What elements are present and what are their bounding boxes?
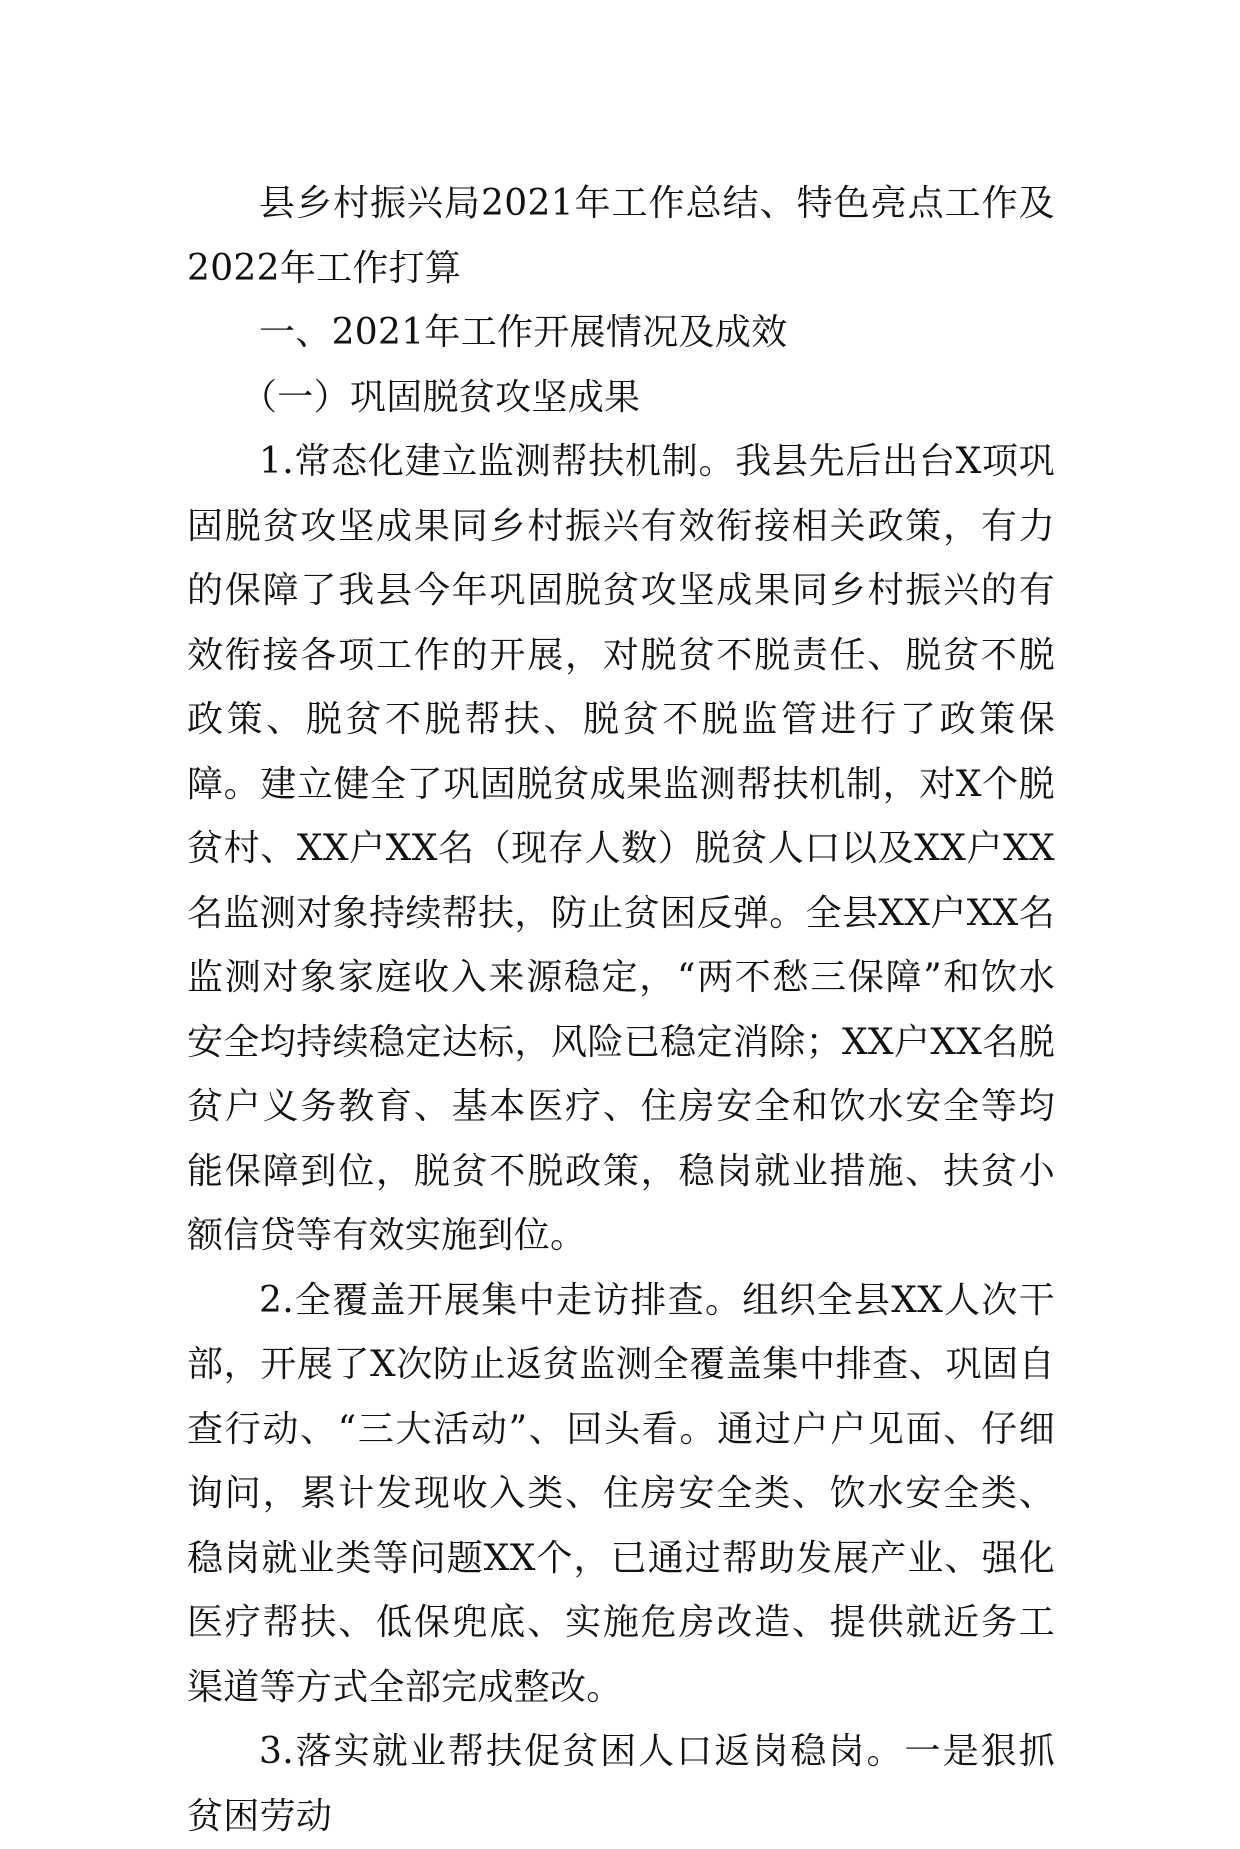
paragraph-employment-support: 3.落实就业帮扶促贫困人口返岗稳岗。一是狠抓贫困劳动 — [187, 1731, 1055, 1837]
subsection-heading: （一）巩固脱贫攻坚成果 — [241, 376, 641, 418]
document-page — [187, 172, 1055, 1837]
paragraph-visit-inspection: 2.全覆盖开展集中走访排查。组织全县XX人次干部，开展了X次防止返贫监测全覆盖集中排查、巩固自查行动、“三大活动”、回头看。通过户户见面、仔细询问，累计发现收入类、住房安全类、饮水安全类、稳岗就业类等问题XX个，已通过帮助发展产业、强化医疗帮扶、低保兜底、实施危房改造、提供就近务工渠道等方式全部完成整改。 — [187, 1279, 1055, 1708]
paragraph-monitoring-mechanism: 1.常态化建立监测帮扶机制。我县先后出台X项巩固脱贫攻坚成果同乡村振兴有效衔接相关政策，有力的保障了我县今年巩固脱贫攻坚成果同乡村振兴的有效衔接各项工作的开展，对脱贫不脱责任、脱贫不脱政策、脱贫不脱帮扶、脱贫不脱监管进行了政策保障。建立健全了巩固脱贫成果监测帮扶机制，对X个脱贫村、XX户XX名（现存人数）脱贫人口以及XX户XX名监测对象持续帮扶，防止贫困反弹。全县XX户XX名监测对象家庭收入来源稳定，“两不愁三保障”和饮水安全均持续稳定达标，风险已稳定消除；XX户XX名脱贫户义务教育、基本医疗、住房安全和饮水安全等均能保障到位，脱贫不脱政策，稳岗就业措施、扶贫小额信贷等有效实施到位。 — [187, 441, 1055, 1256]
document-title: 县乡村振兴局2021年工作总结、特色亮点工作及2022年工作打算 — [187, 183, 1055, 289]
section-heading: 一、2021年工作开展情况及成效 — [259, 312, 788, 353]
